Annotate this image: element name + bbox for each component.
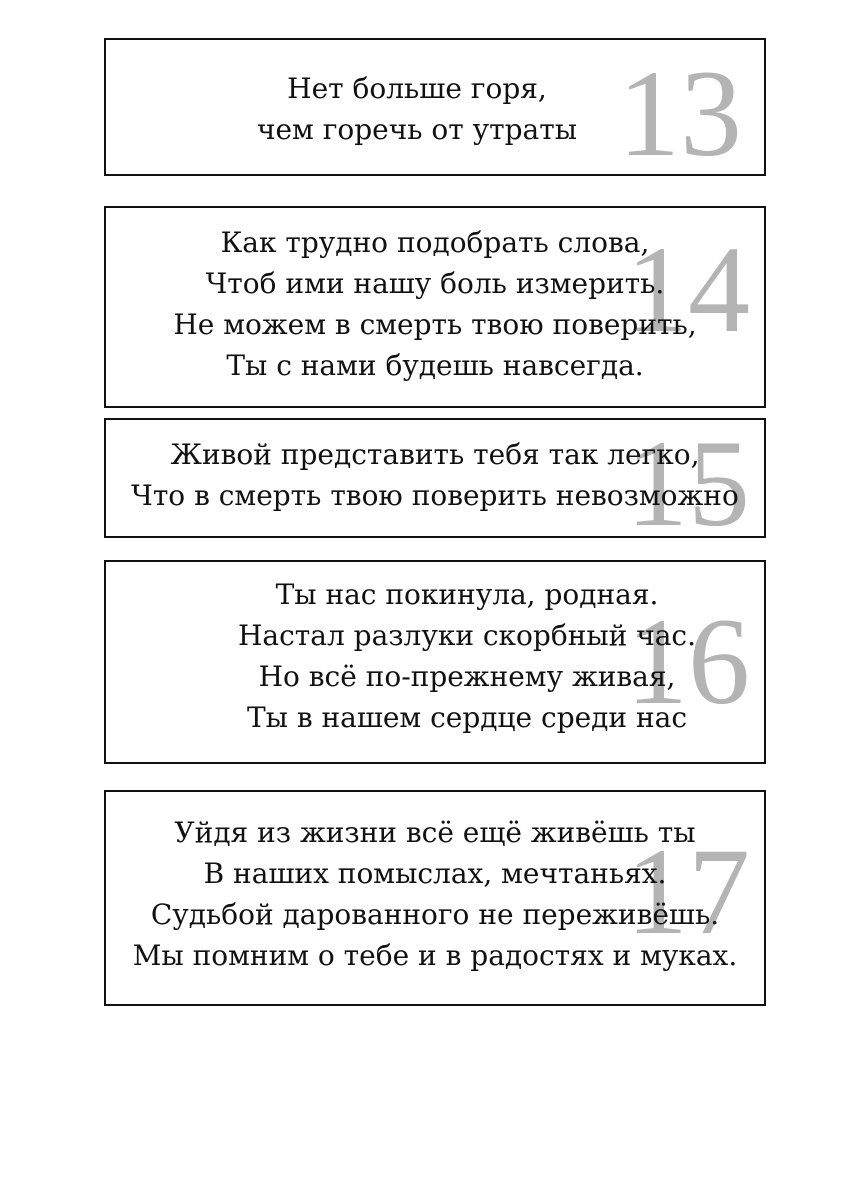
verse-text	[104, 434, 766, 516]
verse-line: Настал разлуки скорбный час.	[238, 619, 696, 652]
card-number: 16	[626, 593, 750, 730]
verse-line: Ты с нами будешь навсегда.	[226, 349, 644, 382]
verse-line: Как трудно подобрать слова,	[220, 226, 650, 259]
epitaph-card-15	[104, 418, 766, 538]
verse-text	[104, 812, 766, 976]
verse-line: Мы помним о тебе и в радостях и муках.	[132, 939, 738, 972]
verse-line: Но всё по-прежнему живая,	[258, 660, 676, 693]
verse-line: Уйдя из жизни всё ещё живёшь ты	[174, 816, 696, 849]
verse-line: чем горечь от утраты	[256, 113, 578, 146]
verse-text	[210, 574, 724, 738]
verse-line: Не можем в смерть твою поверить,	[173, 308, 697, 341]
card-number: 14	[626, 221, 750, 358]
epitaph-card-17	[104, 790, 766, 1006]
verse-line: Ты в нашем сердце среди нас	[246, 701, 688, 734]
verse-line: Нет больше горя,	[287, 72, 547, 105]
card-number: 13	[618, 45, 742, 176]
verse-line: Живой представить тебя так легко,	[170, 438, 700, 471]
verse-line: Чтоб ими нашу боль измерить.	[205, 267, 665, 300]
verse-text	[256, 68, 578, 150]
verse-line: В наших помыслах, мечтаньях.	[203, 857, 667, 890]
verse-line: Что в смерть твою поверить невозможно	[131, 479, 739, 512]
epitaph-card-13	[104, 38, 766, 176]
verse-line: Ты нас покинула, родная.	[275, 578, 659, 611]
epitaph-card-16	[104, 560, 766, 764]
card-number: 15	[626, 418, 750, 538]
verse-text	[106, 222, 764, 386]
verse-line: Судьбой дарованного не переживёшь.	[150, 898, 720, 931]
card-number: 17	[626, 823, 750, 960]
epitaph-card-14	[104, 206, 766, 408]
